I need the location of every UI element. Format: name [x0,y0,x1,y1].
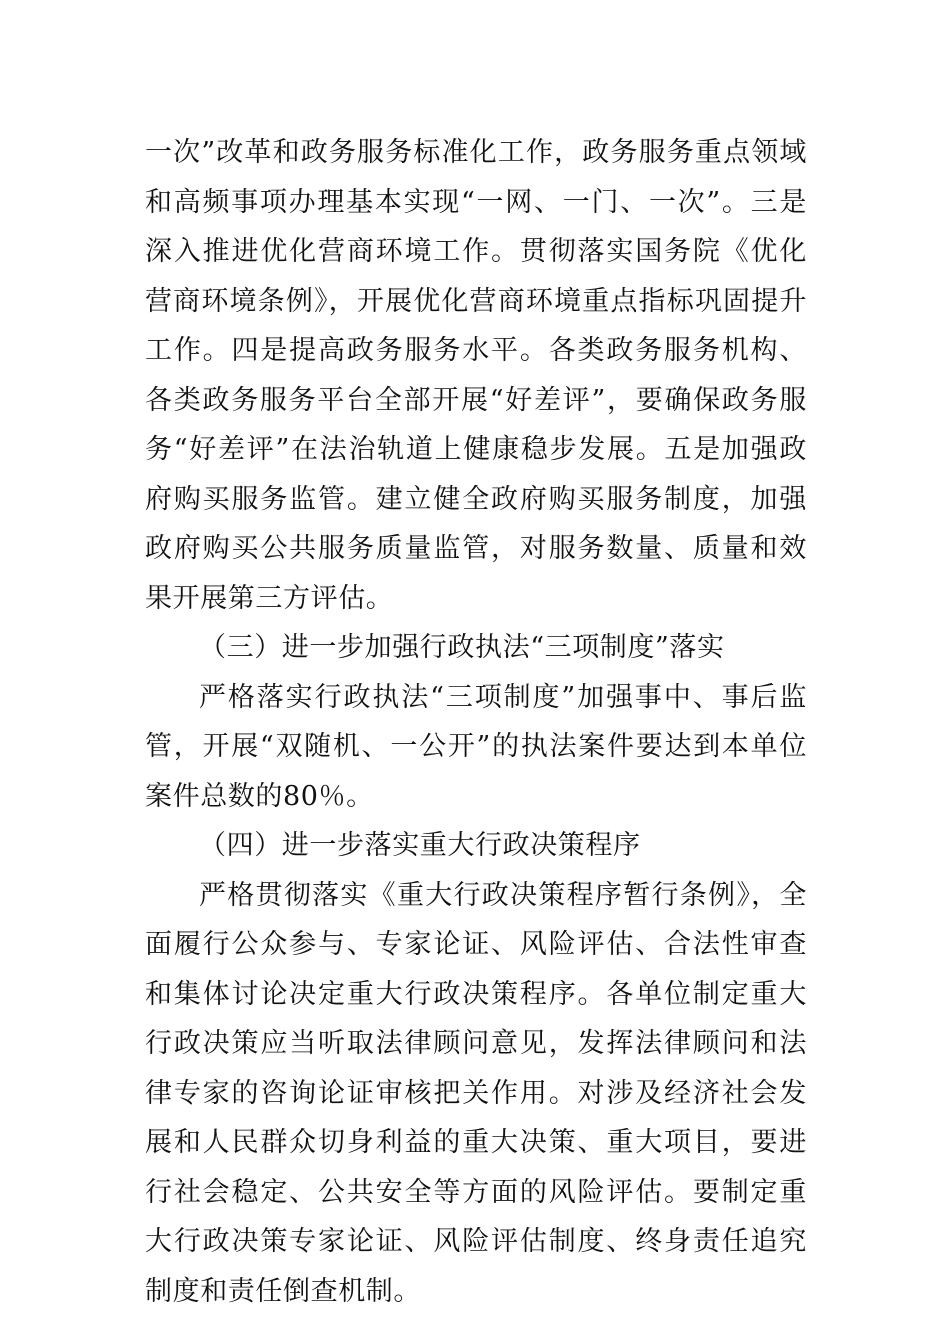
paragraph-enforcement: 严格落实行政执法“三项制度”加强事中、事后监管，开展“双随机、一公开”的执法案件要达到本单位案件总数的80％。 [145,681,807,812]
section-heading-four: （四）进一步落实重大行政决策程序 [199,830,641,861]
paragraph-decision-procedure: 严格贯彻落实《重大行政决策程序暂行条例》，全面履行公众参与、专家论证、风险评估、合法性审查和集体讨论决定重大行政决策程序。各单位制定重大行政决策应当听取法律顾问意见，发挥法律顾问和法律专家的咨询论证审核把关作用。对涉及经济社会发展和人民群众切身利益的重大决策、重大项目，要进行社会稳定、公共安全等方面的风险评估。要制定重大行政决策专家论证、风险评估制度、终身责任追究制度和责任倒查机制。 [145,879,807,1307]
document-body [145,128,807,1316]
paragraph-continuation: 一次”改革和政务服务标准化工作，政务服务重点领域和高频事项办理基本实现“一网、一门、一次”。三是深入推进优化营商环境工作。贯彻落实国务院《优化营商环境条例》，开展优化营商环境重点指标巩固提升工作。四是提高政务服务水平。各类政务服务机构、各类政务服务平台全部开展“好差评”，要确保政务服务“好差评”在法治轨道上健康稳步发展。五是加强政府购买服务监管。建立健全政府购买服务制度，加强政府购买公共服务质量监管，对服务数量、质量和效果开展第三方评估。 [145,137,807,614]
section-heading-three: （三）进一步加强行政执法“三项制度”落实 [199,632,725,663]
